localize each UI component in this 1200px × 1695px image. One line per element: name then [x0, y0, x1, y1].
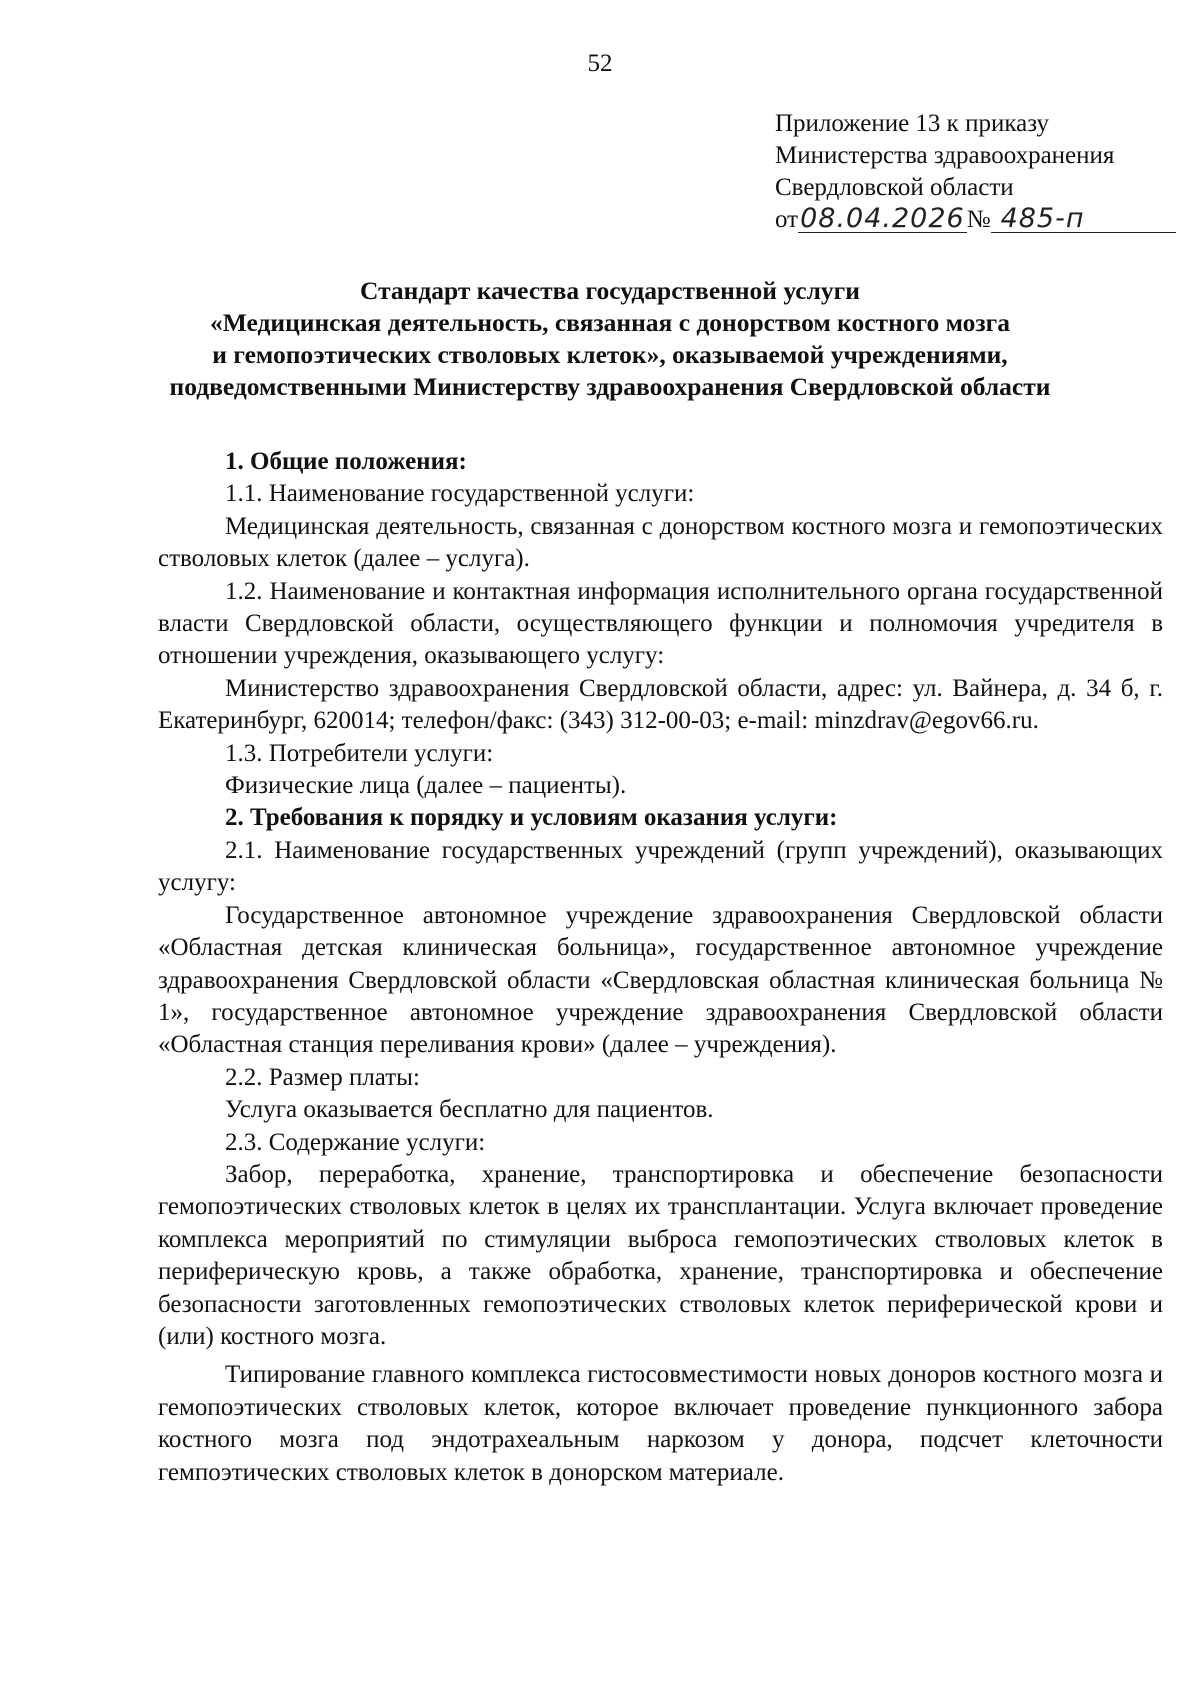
document-title — [150, 275, 1070, 403]
section-2-2-text: Услуга оказывается бесплатно для пациентов. — [225, 1096, 714, 1124]
title-line-1: Стандарт качества государственной услуги — [360, 276, 860, 305]
section-2-3-text-2: Типирование главного комплекса гистосовместимости новых доноров костного мозга и гемопоэтических стволовых клеток, которое включает проведение пункционного забора костного мозга под эндотрахеальным наркозом у донора, подсчет клеточности гемпоэтических стволовых клеток в донорском материале. — [158, 1361, 1163, 1486]
title-line-2: «Медицинская деятельность, связанная с донорством костного мозга — [210, 308, 1010, 337]
section-1-1-text: Медицинская деятельность, связанная с донорством костного мозга и гемопоэтических стволовых клеток (далее – услуга). — [158, 512, 1163, 573]
title-line-3: и гемопоэтических стволовых клеток», оказываемой учреждениями, — [212, 340, 1008, 369]
page-number: 52 — [587, 50, 613, 77]
appendix-header — [775, 108, 1175, 236]
appendix-date-line — [775, 204, 1175, 236]
document-body — [158, 446, 1163, 1489]
section-1-heading: 1. Общие положения: — [225, 448, 467, 475]
title-line-4: подведомственными Министерству здравоохранения Свердловской области — [169, 372, 1051, 401]
number-sign: № — [966, 206, 991, 233]
section-1-2-text: Министерство здравоохранения Свердловской области, адрес: ул. Вайнера, д. 34 б, г. Екатеринбург, 620014; телефон/факс: (343) 312-00-03; e-mail: minzdrav@egov66.ru. — [158, 674, 1163, 735]
handwritten-order-number: 485-п — [991, 206, 1176, 233]
section-2-2-label: 2.2. Размер платы: — [225, 1063, 420, 1091]
date-prefix: от — [775, 206, 799, 233]
handwritten-date: 08.04.2026 — [800, 203, 965, 234]
section-2-heading: 2. Требования к порядку и условиям оказания услуги: — [225, 804, 838, 832]
section-1-3-text: Физические лица (далее – пациенты). — [225, 772, 627, 800]
appendix-line-3: Свердловской области — [775, 174, 1014, 201]
section-2-3-text-1: Забор, переработка, хранение, транспортировка и обеспечение безопасности гемопоэтических стволовых клеток в целях их трансплантации. Услуга включает проведение комплекса мероприятий по стимуляции выброса гемопоэтических стволовых клеток в периферическую кровь, а также обработка, хранение, транспортировка и обеспечение безопасности заготовленных гемопоэтических стволовых клеток периферической крови и (или) костного мозга. — [158, 1160, 1163, 1350]
appendix-line-1: Приложение 13 к приказу — [775, 110, 1050, 137]
section-1-2-label: 1.2. Наименование и контактная информация исполнительного органа государственной власти Свердловской области, осуществляющего функции и полномочия учредителя в отношении учреждения, оказывающего услугу: — [158, 577, 1163, 670]
section-1-1-label: 1.1. Наименование государственной услуги: — [225, 480, 695, 508]
section-2-1-text: Государственное автономное учреждение здравоохранения Свердловской области «Областная детская клиническая больница», государственное автономное учреждение здравоохранения Свердловской области «Свердловская областная клиническая больница № 1», государственное автономное учреждение здравоохранения Свердловской области «Областная станция переливания крови» (далее – учреждения). — [158, 901, 1163, 1059]
section-2-1-label: 2.1. Наименование государственных учреждений (групп учреждений), оказывающих услугу: — [158, 836, 1163, 897]
appendix-line-2: Министерства здравоохранения — [775, 142, 1115, 169]
section-1-3-label: 1.3. Потребители услуги: — [225, 739, 494, 767]
section-2-3-label: 2.3. Содержание услуги: — [225, 1128, 486, 1156]
